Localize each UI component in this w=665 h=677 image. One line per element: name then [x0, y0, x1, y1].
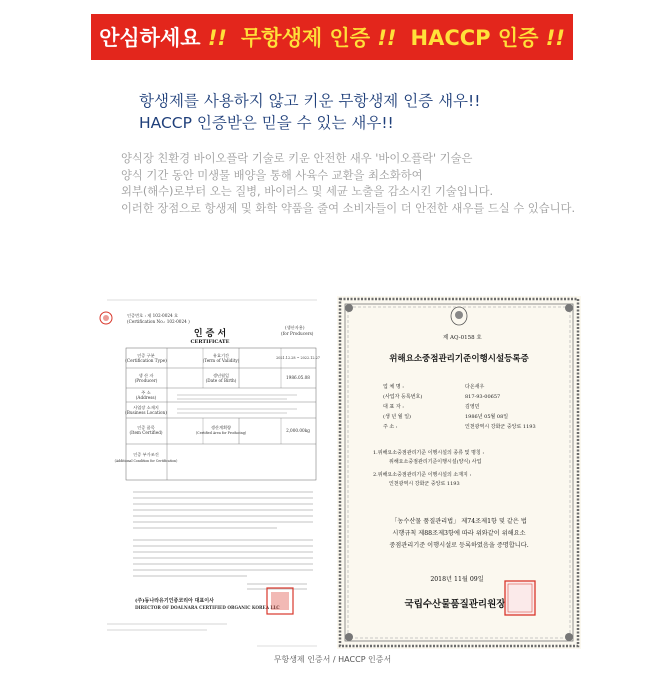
item-line: 2.위해요소중점관리기준 이행시설의 소재지 :	[373, 472, 472, 478]
heading-line-2: HACCP 인증받은 믿을 수 있는 새우!!	[139, 114, 394, 132]
description-line-4: 이러한 장점으로 항생제 및 화학 약품을 줄여 소비자들이 더 안전한 새우를 드실 수 있습니다.	[121, 201, 576, 215]
row-value-en: (Term of Validity)	[202, 358, 240, 363]
body-line: 시행규칙 제88조제3항에 따라 위와같이 위해요소	[392, 530, 526, 537]
official-seal-icon	[505, 581, 535, 615]
field-label: 업 체 명 :	[383, 384, 404, 390]
field-value: 김영민	[465, 404, 480, 410]
cert-subtitle: CERTIFICATE	[190, 339, 230, 345]
row-label-en: (Business Location)	[125, 410, 167, 415]
row-label-en: (Producer)	[134, 378, 158, 383]
row-label: 사업장 소재지	[133, 405, 159, 410]
issuer-name: (주)동나라유기인증코리아 대표이사	[135, 598, 214, 604]
banner-text-2: 무항생제 인증 !!	[241, 26, 397, 50]
promo-banner	[91, 14, 573, 60]
haccp-body	[389, 517, 528, 549]
for-producer-en: (for Producers)	[281, 331, 314, 336]
row-value: 유효기간	[212, 353, 230, 358]
field-label: 주 소 :	[383, 424, 398, 430]
row-value-en: (Date of Birth)	[205, 378, 237, 383]
row-label-en: (Address)	[135, 395, 157, 400]
description	[121, 151, 575, 217]
haccp-number: 제 AQ-0158 호	[443, 335, 482, 341]
item-line: 위해요소중점관리기준이행시설(양식) 사업	[389, 459, 482, 465]
cert-number-en: (Certification No.: 102-0024 )	[127, 319, 190, 324]
row-label-en: (Certification Type)	[125, 358, 167, 363]
cert-title: 인 증 서	[193, 329, 227, 339]
row-extra: 1986.05.08	[286, 375, 310, 380]
banner-text-1: 안심하세요 !!	[99, 26, 227, 50]
image-caption: 무항생제 인증서 / HACCP 인증서	[273, 655, 392, 664]
field-value: 817-93-00657	[465, 394, 501, 400]
for-producer: (생산자용)	[285, 325, 305, 330]
field-value: 다온새우	[465, 384, 485, 390]
field-label: (생 년 월 일)	[383, 414, 411, 420]
item-line: 1.위해요소중점관리기준 이행시설의 종류 및 명칭 :	[373, 450, 485, 456]
description-line-3: 외부(해수)로부터 오는 질병, 바이러스 및 세균 노출을 감소시킨 기술입니다.	[121, 185, 494, 198]
row-label: 인증 품목	[137, 425, 155, 430]
row-label-en: (Item Certified)	[129, 430, 163, 435]
row-extra: 2,000.00kg	[286, 428, 310, 433]
field-value: 1986년 05월 08일	[465, 414, 509, 420]
field-label: 대 표 자 :	[383, 404, 404, 410]
cert-number: 인증번호 : 제 102-0024 호	[127, 313, 179, 318]
description-line-2: 양식 기간 동안 미생물 배양을 통해 사육수 교환을 최소화하여	[121, 168, 423, 182]
row-label-en: (Additional Condition for Certification)	[114, 459, 178, 463]
body-line: 「농수산물 품질관리법」 제74조제1항 및 같은 법	[391, 518, 527, 525]
body-line: 중점관리기준 이행시설로 등록하였음을 증명합니다.	[389, 542, 529, 549]
antibiotic-free-certificate	[97, 296, 324, 651]
haccp-issuer: 국립수산물품질관리원장	[404, 599, 506, 610]
row-label: 생 산 자	[138, 373, 154, 378]
row-label: 인증 부가조건	[133, 452, 159, 457]
row-extra: 2021.12.28 ~ 2022.12.27	[276, 356, 320, 360]
cert-table	[115, 348, 320, 480]
certificate-document	[97, 296, 324, 651]
section-heading	[139, 90, 480, 134]
heading-line-1: 항생제를 사용하지 않고 키운 무항생제 인증 새우!!	[139, 92, 481, 110]
banner-text-3: HACCP 인증 !!	[410, 26, 565, 50]
haccp-certificate	[337, 296, 581, 649]
field-label: (사업자 등록번호)	[383, 394, 423, 400]
row-value-en: (Certified Area for Producing)	[195, 431, 247, 435]
row-value: 생년월일	[212, 373, 230, 378]
row-label: 인증 구분	[137, 353, 155, 358]
issuer-name-en: DIRECTOR OF DOALNARA CERTIFIED ORGANIC KOREA LLC	[135, 605, 280, 610]
item-line: 인천광역시 강화군 중앙로 1193	[389, 481, 460, 487]
cert-body-text	[133, 492, 313, 589]
haccp-title: 위해요소중점관리기준이행시설등록증	[389, 354, 529, 364]
field-value: 인천광역시 강화군 중앙로 1193	[465, 424, 536, 430]
description-line-1: 양식장 친환경 바이오플락 기술로 키운 안전한 새우 '바이오플락' 기술은	[121, 152, 473, 165]
row-label: 주 소	[141, 390, 151, 395]
row-value: 생산계획량	[210, 425, 232, 430]
haccp-date: 2018년 11월 09일	[430, 576, 484, 583]
haccp-document	[337, 296, 581, 649]
